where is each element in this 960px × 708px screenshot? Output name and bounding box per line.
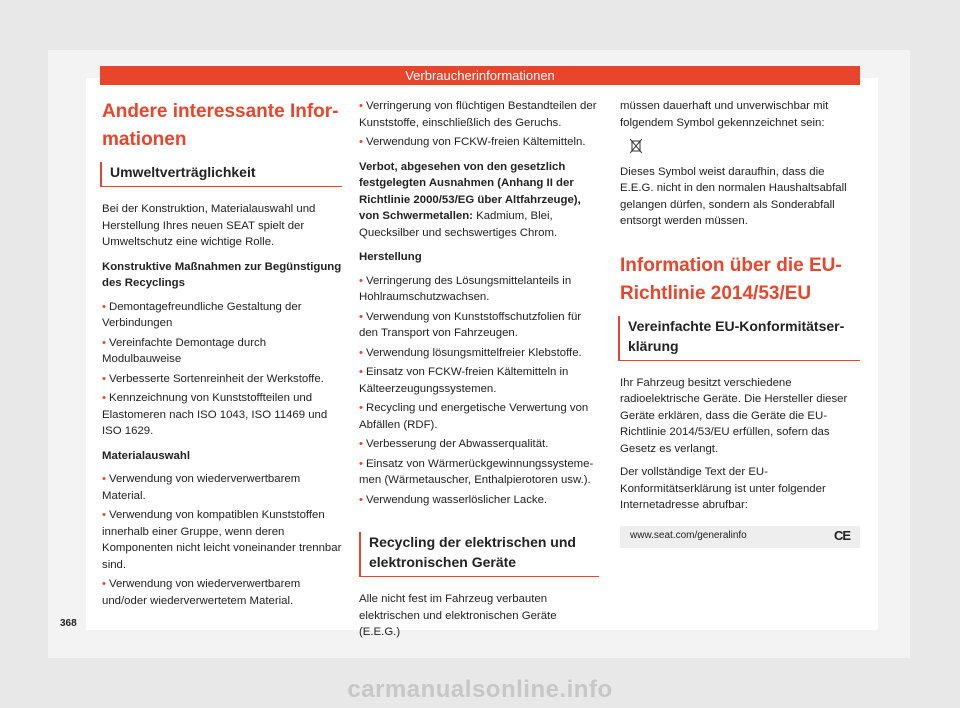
heading-other-info: Andere interessante Infor- mationen xyxy=(102,101,339,150)
list-item: • Verwendung von wiederverwertbarem Material. xyxy=(102,473,301,502)
bullet-list-3 xyxy=(359,98,599,151)
ce-mark-icon: CE xyxy=(833,528,850,544)
bullet-list-1 xyxy=(102,299,342,440)
bullet-list-4 xyxy=(359,273,599,509)
crossed-bin-icon xyxy=(620,138,860,158)
list-item: • Verwendung lösungsmittelfreier Klebstoffe. xyxy=(359,346,582,359)
list-item: • Verwendung von Kunststoffschutzfolien für den Transport von Fahrzeugen. xyxy=(359,310,582,339)
page-number: 368 xyxy=(60,618,77,629)
list-item: • Verbesserte Sortenreinheit der Werkstoffe. xyxy=(102,372,324,385)
list-item: • Kennzeichnung von Kunststoffteilen und Elastomeren nach ISO 1043, ISO 11469 und ISO 1629. xyxy=(102,392,328,437)
url-link[interactable]: www.seat.com/generalinfo xyxy=(630,530,747,542)
list-item: • Verringerung des Lösungsmittelanteils in Hohlraumschutzwachsen. xyxy=(359,274,572,303)
list-item: • Vereinfachte Demontage durch Modulbauweise xyxy=(102,336,267,365)
subheading-conformity: Vereinfachte EU-Konformitätser-klärung xyxy=(618,316,860,361)
column-3 xyxy=(620,98,860,548)
heading-eu-directive: Information über die EU-Richtlinie 2014/53/EU xyxy=(620,254,842,304)
list-item: • Verwendung von FCKW-freien Kältemitteln. xyxy=(359,136,586,148)
subheading-recycling-measures: Konstruktive Maßnahmen zur Begünstigung des Recyclings xyxy=(102,260,342,289)
subheading-production: Herstellung xyxy=(359,251,422,263)
electronic-paragraph: Alle nicht fest im Fahrzeug verbauten elektrischen und elektronischen Geräte (E.E.G.) xyxy=(359,593,557,638)
section-header: Verbraucherinformationen xyxy=(100,66,860,85)
column-2 xyxy=(359,98,599,648)
column-1 xyxy=(102,98,342,612)
heavy-metals-paragraph: Verbot, abgesehen von den gesetzlich festgelegten Ausnahmen (Anhang II der Richtlinie 2000/53/EG über Altfahrzeuge), von Schwermetallen: Kadmium, Blei, Quecksilber und sechswertiges Chrom. xyxy=(359,160,581,239)
list-item: • Demontagefreundliche Gestaltung der Verbindungen xyxy=(102,300,302,329)
list-item: • Verwendung von kompatiblen Kunststoffen innerhalb einer Gruppe, wenn deren Komponenten nicht leicht voneinander trennbar sind. xyxy=(102,509,342,571)
list-item: • Einsatz von Wärmerückgewinnungssystememen (Wärmetauscher, Enthalpierotoren usw.). xyxy=(359,457,594,486)
symbol-explanation: Dieses Symbol weist daraufhin, dass die E.E.G. nicht in den normalen Haushaltsabfall gelangen dürfen, sondern als Sonderabfall entsorgt werden müssen. xyxy=(620,165,847,227)
list-item: • Einsatz von FCKW-freien Kältemitteln in Kälteerzeugungssystemen. xyxy=(359,366,569,395)
intro-text: Bei der Konstruktion, Materialauswahl und Herstellung Ihres neuen SEAT spielt der Umweltschutz eine wichtige Rolle. xyxy=(102,203,316,248)
subheading-material: Materialauswahl xyxy=(102,449,190,462)
list-item: • Verbesserung der Abwasserqualität. xyxy=(359,438,549,450)
list-item: • Verringerung von flüchtigen Bestandteilen der Kunststoffe, einschließlich des Geruchs. xyxy=(359,100,597,129)
full-text-paragraph: Der vollständige Text der EU-Konformitätserklärung ist unter folgender Internetadresse abrufbar: xyxy=(620,466,826,511)
subheading-electronic-recycling: Recycling der elektrischen und elektronischen Geräte xyxy=(359,532,599,577)
url-box xyxy=(620,526,860,548)
subheading-environment: Umweltverträglichkeit xyxy=(100,162,342,187)
radio-devices-paragraph: Ihr Fahrzeug besitzt verschiedene radioelektrische Geräte. Die Hersteller dieser Geräte erklären, dass die Geräte die EU-Richtlinie 2014/53/EU erfüllen, sofern das Gesetz es verlangt. xyxy=(620,376,848,455)
list-item: • Recycling und energetische Verwertung von Abfällen (RDF). xyxy=(359,402,589,431)
list-item: • Verwendung wasserlöslicher Lacke. xyxy=(359,493,548,506)
marking-paragraph: müssen dauerhaft und unverwischbar mit folgendem Symbol gekennzeichnet sein: xyxy=(620,100,829,129)
watermark: carmanualsonline.info xyxy=(347,676,613,703)
list-item: • Verwendung von wiederverwertbarem und/oder wiederverwertetem Material. xyxy=(102,578,301,607)
bullet-list-2 xyxy=(102,471,342,609)
